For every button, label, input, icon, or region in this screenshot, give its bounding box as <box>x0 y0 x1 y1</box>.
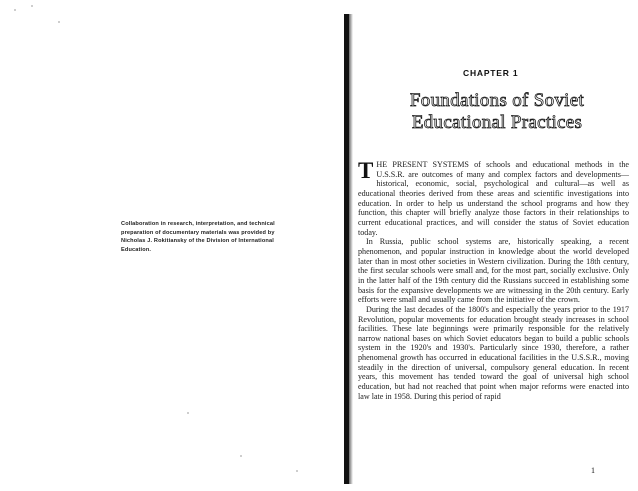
drop-cap: T <box>358 158 374 183</box>
scan-speck <box>296 470 298 472</box>
paragraph-3: During the last decades of the 1800's and especially the years prior to the 1917 Revolution, popular movements for education brought steady increases in school facilities. These late beginnings were primarily responsible for the relatively narrow national bases on which Soviet educators began to build a public schools system in the 1920's and 1930's. Particularly since 1930, therefore, a rather phenomenal growth has occurred in educational facilities in the U.S.S.R., moving steadily in the direction of universal, compulsory general education. In recent years, this movement has tended toward the goal of universal high school education, but had not reached that point when major reforms were enacted into law late in 1958. During this period of rapid <box>358 304 629 401</box>
paragraph-2: In Russia, public school systems are, historically speaking, a recent phenomenon, and popular instruction in knowledge about the world developed later than in most other societies in Western civilization. During the 18th century, the first secular schools were small and, for the most part, socially exclusive. Only in the latter half of the 19th century did the Russians succeed in establishing some basis for the expansive developments we are witnessing in the 20th century. Early efforts were small and usually came from the initiative of the crown. <box>358 237 629 305</box>
page-number: 1 <box>591 466 595 475</box>
chapter-label: CHAPTER 1 <box>463 68 519 78</box>
chapter-body <box>358 160 629 401</box>
paragraph-1-text: HE PRESENT SYSTEMS of schools and educational methods in the U.S.S.R. are outcomes of many and complex factors and developments—historical, economic, social, psychological and cultural—as well as educational theories derived from these areas and scientific investigations into education. In order to help us understand the school programs and how they function, this chapter will briefly analyze those factors in their relationships to current educational practices, and will consider the status of Soviet education today. <box>358 160 629 237</box>
collaboration-note: Collaboration in research, interpretation, and technical preparation of documentary materials was provided by Nicholas J. Rokitiansky of the Division of International Education. <box>121 221 275 253</box>
chapter-title: Foundations of Soviet Educational Practices <box>409 90 585 133</box>
scan-speck <box>58 21 60 23</box>
right-page <box>358 0 630 491</box>
scan-speck <box>240 455 242 457</box>
binding-shadow <box>349 14 353 484</box>
scan-speck <box>187 412 189 414</box>
paragraph-1 <box>358 160 629 237</box>
scan-speck <box>14 9 16 11</box>
scan-speck <box>31 5 33 7</box>
